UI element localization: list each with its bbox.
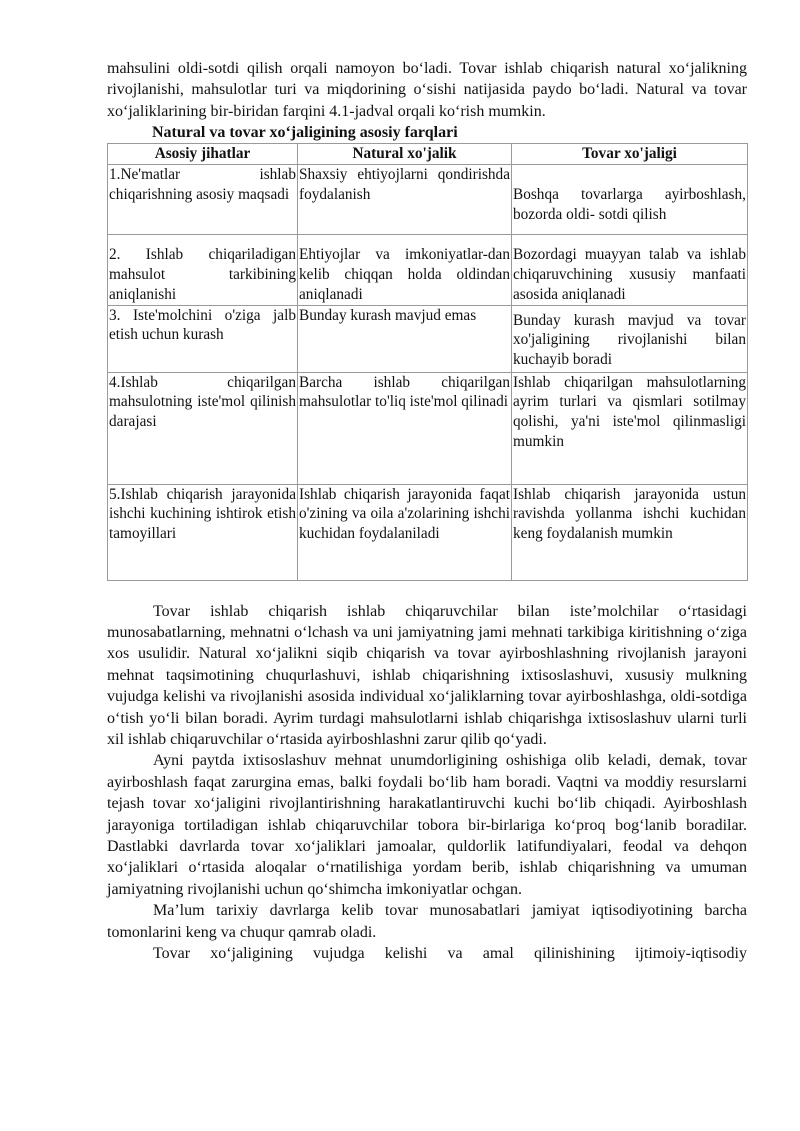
table-header-cell: Asosiy jihatlar [108, 144, 298, 165]
body-paragraph: Ayni paytda ixtisoslashuv mehnat unumdorligining oshishiga olib keladi, demak, tovar ayirboshlash faqat zarurgina emas, balki foydali bo‘lib ham boradi. Vaqtni va moddiy resurslarni tejash tovar xo‘jaligini rivojlantirishning harakatlantiruvchi kuchi bo‘lib chiqadi. Ayirboshlash jarayoniga tortiladigan ishlab chiqaruvchilar tobora bir-birlariga ko‘proq bog‘lanib boradilar. Dastlabki davrlarda tovar xo‘jaliklari jamoalar, quldorlik latifundiyalari, feodal va dehqon xo‘jaliklari o‘rtasida aloqalar o‘rnatilishiga yordam berib, ishlab chiqarishning va umuman jamiyatning rivojlanishi uchun qo‘shimcha imkoniyatlar ochgan. [107, 752, 747, 898]
body-paragraph: Tovar ishlab chiqarish ishlab chiqaruvchilar bilan iste’molchilar o‘rtasidagi munosabatlarning, mehnatni o‘lchash va uni jamiyatning jami mehnati tarkibiga kiritishning o‘ziga xos usulidir. Natural xo‘jalikni siqib chiqarish va tovar ayirboshlashning rivojlanish jarayoni mehnat taqsimotining chuqurlashuvi, ishlab chiqarishning ixtisoslashuvi, xususiy mulkning vujudga kelishi va rivojlanishi asosida individual xo‘jaliklarning tovar ayirboshlashga, oldi-sotdiga o‘tish yo‘li bilan boradi. Ayrim turdagi mahsulotlarni ishlab chiqarishga ixtisoslashuv ularni turli xil ishlab chiqaruvchilar o‘rtasida ayirboshlashni zarur qilib qo‘yadi. [107, 602, 747, 749]
table-cell: 5.Ishlab chiqarish jarayonida ishchi kuchining ishtirok etish tamoyillari [108, 484, 298, 580]
table-cell: Ehtiyojlar va imkoniyatlar-dan kelib chiqqan holda oldindan aniqlanadi [298, 235, 512, 305]
body-paragraph: Tovar xo‘jaligining vujudga kelishi va amal qilinishining ijtimoiy-iqtisodiy [153, 945, 747, 963]
table-row [108, 235, 748, 305]
table-cell: 3. Iste'molchini o'ziga jalb etish uchun kurash [108, 305, 298, 372]
table-row [108, 165, 748, 235]
comparison-table [107, 143, 748, 580]
table-header-cell: Natural xo'jalik [298, 144, 512, 165]
table-cell: Barcha ishlab chiqarilgan mahsulotlar to'liq iste'mol qilinadi [298, 372, 512, 484]
table-header-cell: Tovar xo'jaligi [512, 144, 748, 165]
table-cell: Ishlab chiqarish jarayonida faqat o'zining va oila a'zolarining ishchi kuchidan foydalaniladi [298, 484, 512, 580]
table-cell: Ishlab chiqarilgan mahsulotlarning ayrim turlari va qismlari sotilmay qolishi, ya'ni iste'mol qilinmasligi mumkin [512, 372, 748, 484]
table-cell: Shaxsiy ehtiyojlarni qondirishda foydalanish [298, 165, 512, 235]
table-row [108, 372, 748, 484]
table-cell: Bunday kurash mavjud emas [298, 305, 512, 372]
table-cell: Bunday kurash mavjud va tovar xo'jaligining rivojlanishi bilan kuchayib boradi [512, 305, 748, 372]
body-paragraph: Ma’lum tarixiy davrlarga kelib tovar munosabatlari jamiyat iqtisodiyotining barcha tomonlarini keng va chuqur qamrab oladi. [107, 902, 747, 941]
table-row [108, 484, 748, 580]
table-header-row [108, 144, 748, 165]
table-cell: Boshqa tovarlarga ayirboshlash, bozorda oldi- sotdi qilish [512, 165, 748, 235]
table-cell: 2. Ishlab chiqariladigan mahsulot tarkibining aniqlanishi [108, 235, 298, 305]
table-cell: Ishlab chiqarish jarayonida ustun ravishda yollanma ishchi kuchidan keng foydalanish mumkin [512, 484, 748, 580]
table-cell: Bozordagi muayyan talab va ishlab chiqaruvchining xususiy manfaati asosida aniqlanadi [512, 235, 748, 305]
intro-paragraph: mahsulini oldi-sotdi qilish orqali namoyon bo‘ladi. Tovar ishlab chiqarish natural xo‘jalikning rivojlanishi, mahsulotlar turi va miqdorining o‘sishi natijasida paydo bo‘ladi. Natural va tovar xo‘jaliklarining bir-biridan farqini 4.1-jadval orqali ko‘rish mumkin. [107, 60, 747, 120]
table-row [108, 305, 748, 372]
table-cell: 1.Ne'matlar ishlab chiqarishning asosiy maqsadi [108, 165, 298, 235]
table-cell: 4.Ishlab chiqarilgan mahsulotning iste'mol qilinish darajasi [108, 372, 298, 484]
table-caption: Natural va tovar xo‘jaligining asosiy farqlari [152, 124, 458, 142]
document-page [107, 58, 747, 965]
